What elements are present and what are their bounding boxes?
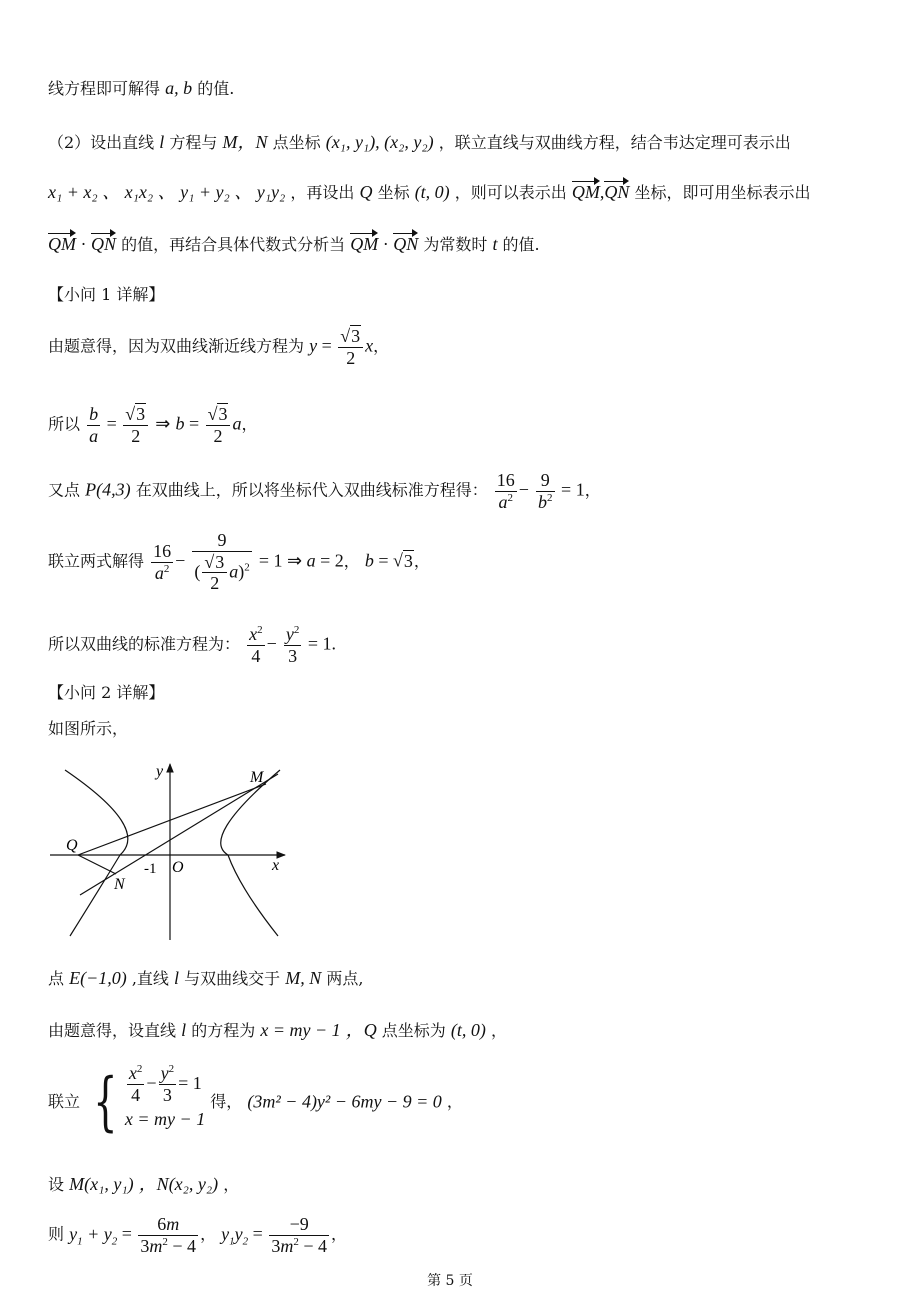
text: 两点, [326, 969, 364, 988]
text: 的值. [502, 235, 540, 254]
math-point: E(−1,0) [69, 968, 127, 988]
text-line-p1c: 又点 P(4,3) 在双曲线上，所以将坐标代入双曲线标准方程得： $\frac{16}{a^2}$ − $\frac{9}{b^2}$ = 1， [48, 470, 601, 512]
math-exprs: x₁ + x₂ 、 x₁x₂ 、 y₁ + y₂ 、 y₁y₂ [48, 182, 286, 202]
text: （2）设出直线 [48, 133, 155, 152]
text: 所以 [48, 414, 81, 434]
fraction: $\frac{9}{b^2}$ [538, 470, 553, 512]
text: 线方程即可解得 [48, 79, 161, 98]
text: 由题意得，因为双曲线渐近线方程为 [48, 336, 305, 356]
point-n-label: N [114, 876, 125, 893]
vector-qn: QN [393, 232, 418, 257]
text-line-p2f: 则 $y_1 + y_2$ = $\frac{6m}{3m^2 - 4}$ ， $y_1y_2$ = $\frac{-9}{3m^2 - 4}$ ， [48, 1214, 347, 1256]
equation-system: $\frac{x^2}{4}$ − $\frac{y^2}{3}$ = 1 x = my − 1 [124, 1062, 206, 1130]
math-coords: (t, 0) [450, 1020, 486, 1040]
fraction: $\frac{x^2}{4}$ [249, 624, 263, 666]
line-l [80, 774, 278, 895]
text: ， [223, 1175, 240, 1194]
vector-qm: QM [350, 232, 378, 257]
text: ，则可以表示出 [454, 183, 567, 202]
text: ，联立直线与双曲线方程，结合韦达定理可表示出 [438, 133, 791, 152]
text: 与双曲线交于 [184, 969, 281, 988]
fraction: $\frac{√3}{2}$ [123, 404, 148, 446]
math-vars: a, b [165, 78, 193, 98]
hyperbola-figure [40, 758, 300, 948]
left-brace: { [93, 1065, 118, 1139]
text-line-p2d [48, 1062, 463, 1139]
fraction: 9 ( $\frac{√3}{2}$ a)$^2$ [194, 530, 250, 594]
text-line-3: x₁ + x₂ 、 x₁x₂ 、 y₁ + y₂ 、 y₁y₂ ，再设出 Q 坐标 (t, 0) ，则可以表示出 QM,QN 坐标，即可用坐标表示出 [48, 180, 811, 205]
origin-label: O [172, 859, 184, 876]
math-var: Q [359, 182, 373, 202]
text-line-p1e: 所以双曲线的标准方程为： $\frac{x^2}{4}$ − $\frac{y^2}{3}$ = 1. [48, 624, 337, 666]
neg1-label: -1 [144, 861, 157, 877]
point-m-label: M [250, 769, 264, 786]
fraction: $\frac{16}{a^2}$ [153, 540, 172, 583]
math-var: ，Q [345, 1020, 377, 1040]
text-line-p2b [48, 966, 363, 991]
text-line-p2c [48, 1018, 507, 1043]
vector-qm: QM [48, 232, 76, 257]
page-footer: 第 5 页 [427, 1273, 473, 1289]
math-var: M，N [222, 132, 268, 152]
text: ， [491, 1021, 508, 1040]
vector-qm: QM [572, 180, 600, 205]
text: ， [446, 1091, 463, 1111]
text: 坐标，即可用坐标表示出 [634, 183, 811, 202]
y-label: y [156, 763, 164, 780]
math-point: M(x₁, y₁) [69, 1174, 134, 1194]
segment-qn [78, 855, 116, 874]
hyperbola-right-branch [221, 770, 280, 936]
text-line-p2a: 如图所示， [48, 719, 129, 738]
math-point: ，N(x₂, y₂) [138, 1174, 219, 1194]
text: 所以双曲线的标准方程为： [48, 634, 241, 654]
text: 的值. [197, 79, 235, 98]
x-label: x [272, 857, 280, 874]
fraction: $\frac{√3}{2}$ [206, 404, 231, 446]
math-eq: x = my − 1 [260, 1020, 341, 1040]
text: 联立两式解得 [48, 551, 145, 571]
math-var: t [492, 234, 498, 254]
text-line-p1d: 联立两式解得 $\frac{16}{a^2}$ − 9 ( $\frac{√3}{2}$ a)$^2$ = 1 ⇒ a = 2， b = √3， [48, 530, 430, 594]
text: ，再设出 [290, 183, 355, 202]
text: 的值，再结合具体代数式分析当 [121, 235, 346, 254]
text: 由题意得，设直线 [48, 1021, 177, 1040]
math-var: M, N [285, 968, 322, 988]
math-coords: (t, 0) [414, 182, 450, 202]
fraction: $\frac{-9}{3m^2 - 4}$ [271, 1214, 327, 1256]
text: 方程与 [169, 133, 218, 152]
fraction: $\frac{6m}{3m^2 - 4}$ [140, 1214, 197, 1256]
math-var: l [159, 132, 165, 152]
math-eq: (3m² − 4)y² − 6my − 9 = 0 [247, 1091, 442, 1112]
vector-qn: QN [91, 232, 116, 257]
text: 点坐标为 [381, 1021, 446, 1040]
text-line-2 [48, 130, 791, 155]
text: 又点 [48, 480, 81, 500]
math-var: l [174, 968, 180, 988]
section-heading-2: 【小问 2 详解】 [48, 683, 165, 702]
text: 在双曲线上，所以将坐标代入双曲线标准方程得： [135, 480, 488, 500]
text-line-1 [48, 76, 234, 101]
text: 坐标 [377, 183, 410, 202]
segment-qm [78, 784, 266, 855]
text: 设 [48, 1175, 65, 1194]
text-line-p2e [48, 1172, 239, 1197]
text: ,直线 [131, 969, 169, 988]
text: 得， [210, 1091, 243, 1111]
text-line-4: QM · QN 的值，再结合具体代数式分析当 QM · QN 为常数时 t 的值. [48, 232, 540, 257]
fraction: $\frac{16}{a^2}$ [496, 470, 515, 512]
fraction: $\frac{√3}{2}$ [338, 326, 363, 368]
text-line-p1b: 所以 $\frac{b}{a}$ = $\frac{√3}{2}$ ⇒ b = $\frac{√3}{2}$ a， [48, 404, 258, 446]
text: 则 [48, 1224, 65, 1244]
math-point: P(4,3) [85, 479, 131, 500]
text: 点坐标 [272, 133, 321, 152]
text: 联立 [48, 1091, 81, 1111]
text: 点 [48, 969, 65, 988]
text-line-p1a: 由题意得，因为双曲线渐近线方程为 y = $\frac{√3}{2}$ x， [48, 326, 390, 368]
point-q-label: Q [66, 837, 78, 854]
fraction: $\frac{b}{a}$ [89, 404, 99, 446]
vector-qn: QN [604, 180, 629, 205]
text: 的方程为 [191, 1021, 256, 1040]
fraction: $\frac{y^2}{3}$ [285, 624, 300, 666]
text: 为常数时 [423, 235, 488, 254]
math-coords: (x₁, y₁), (x₂, y₂) [325, 132, 434, 152]
section-heading-1: 【小问 1 详解】 [48, 285, 165, 304]
math-var: l [181, 1020, 187, 1040]
